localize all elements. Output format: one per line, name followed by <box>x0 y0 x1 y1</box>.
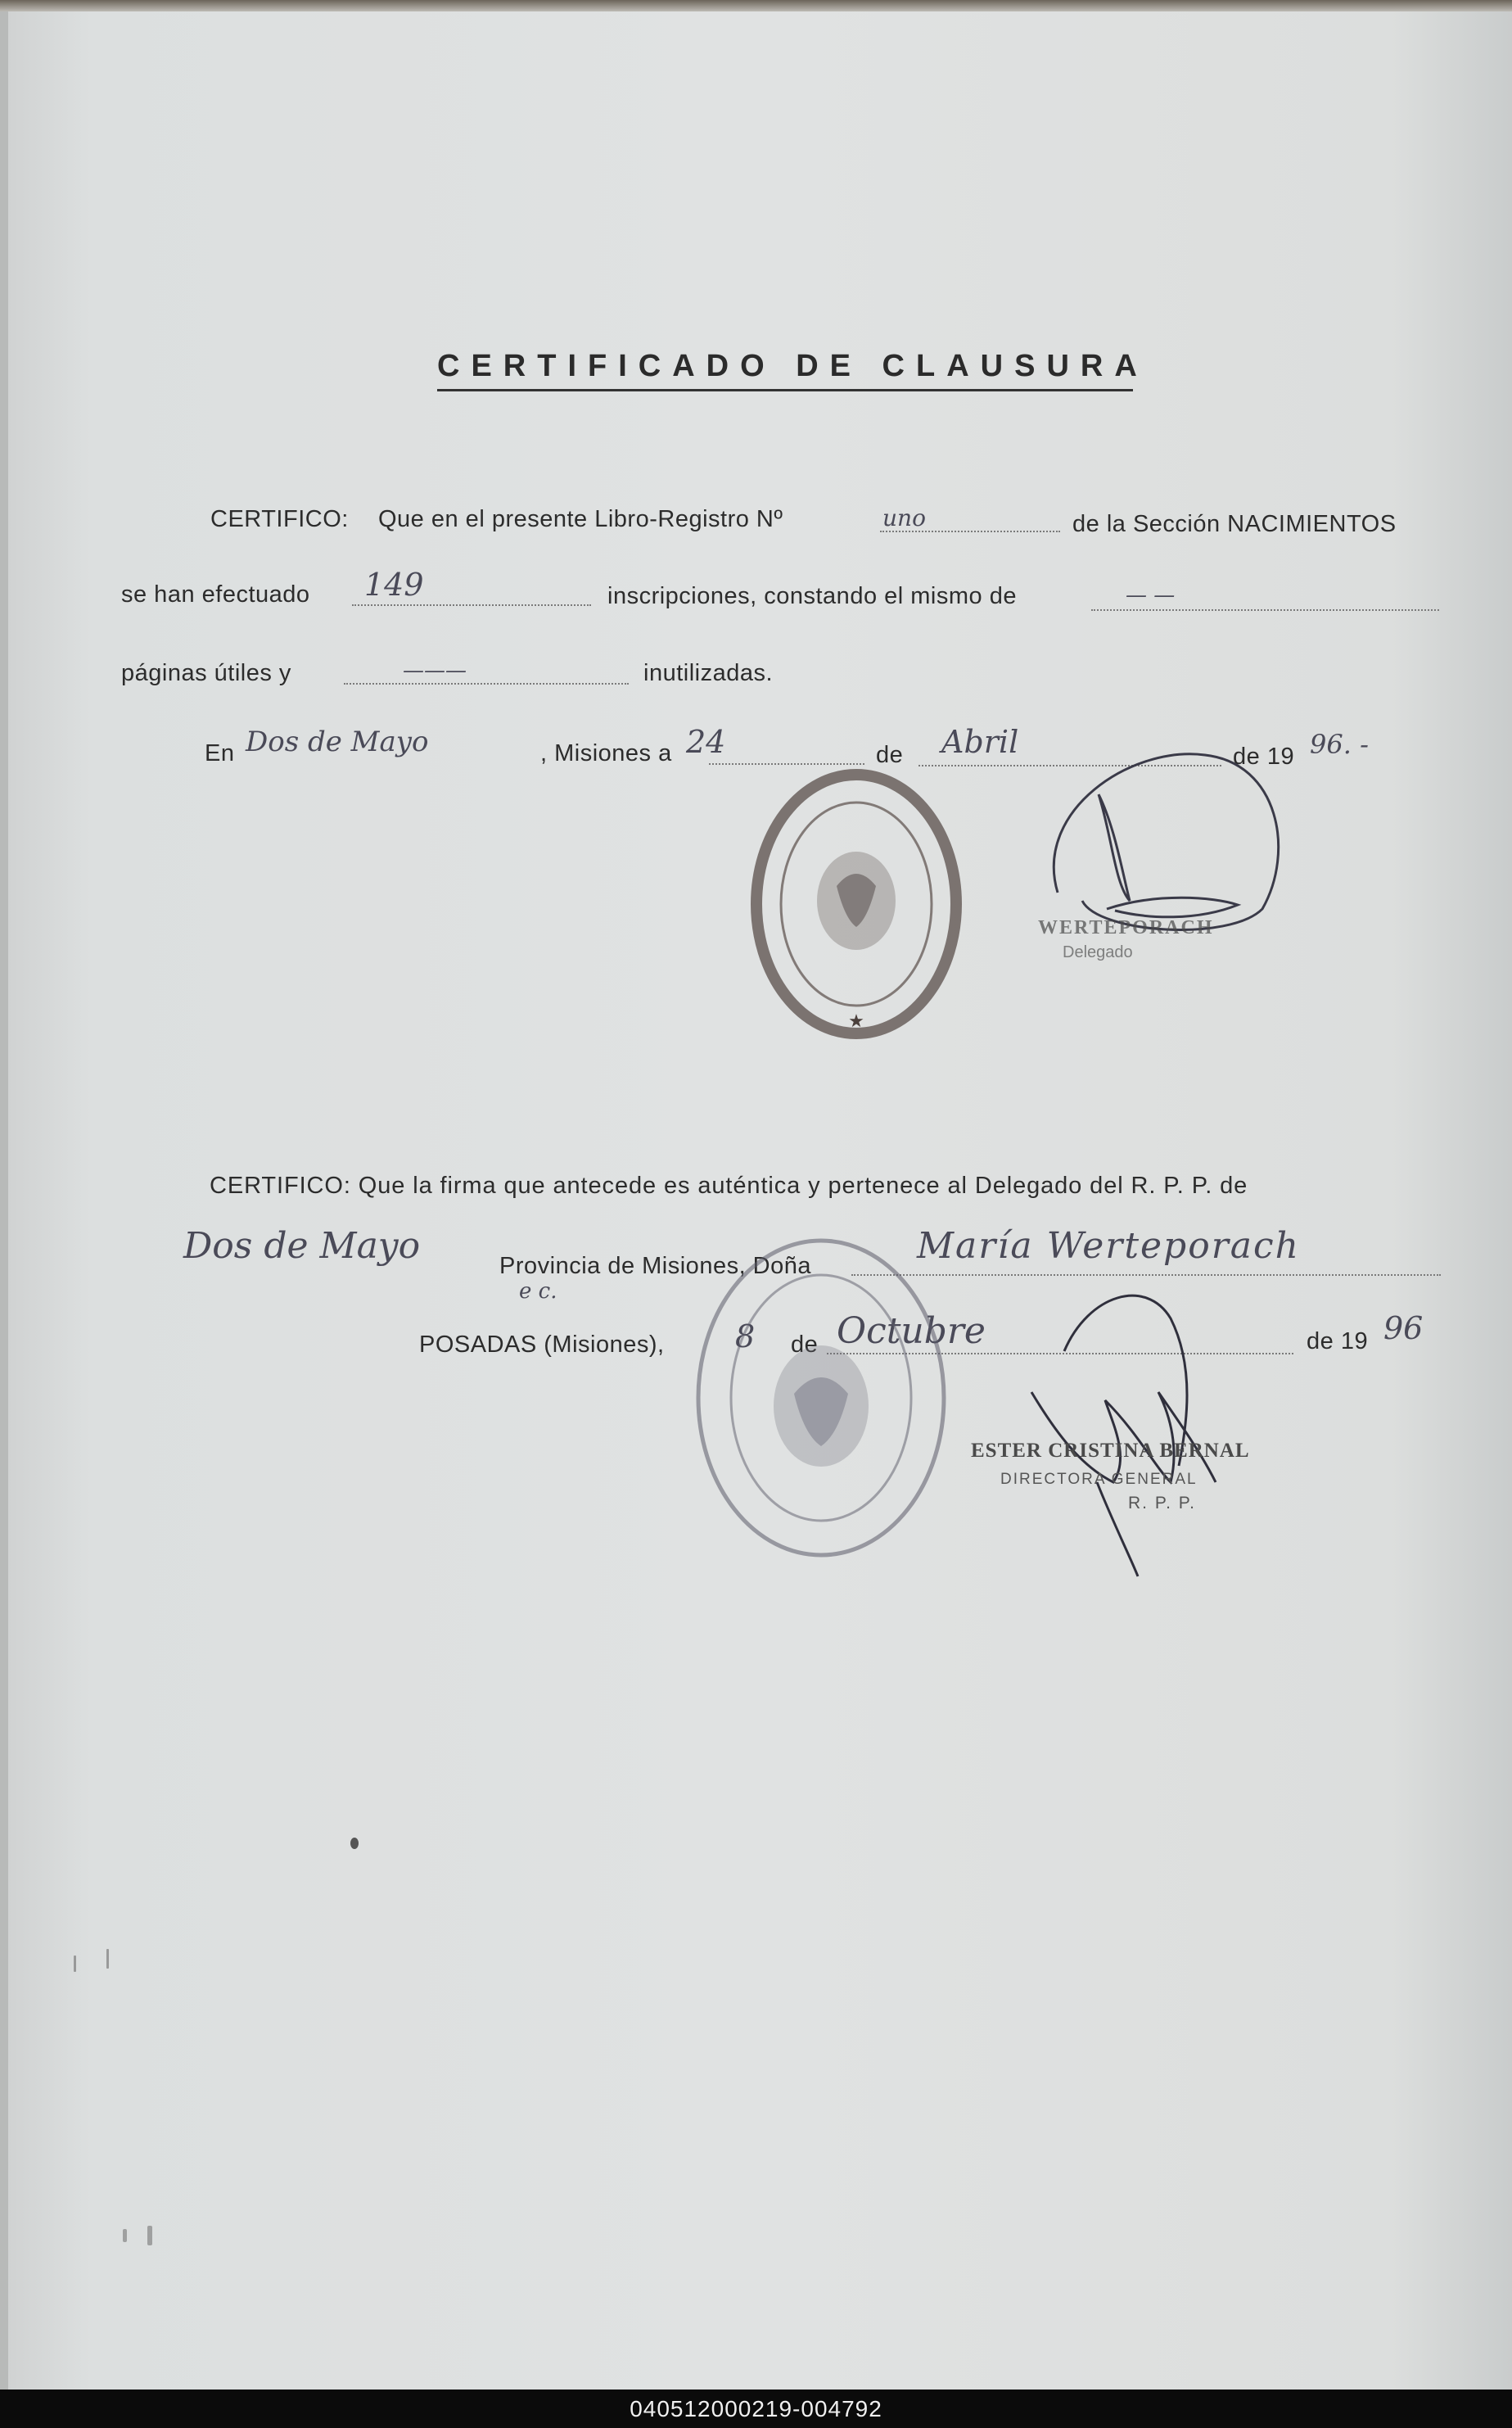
director-role: DIRECTORA GENERAL <box>1000 1471 1198 1488</box>
closure-year-handwritten: 96. - <box>1310 729 1369 760</box>
page-top-edge <box>0 0 1512 11</box>
auth-year-handwritten: 96 <box>1383 1310 1424 1346</box>
closure-en-label: En <box>205 740 235 766</box>
auth-certifico-text: CERTIFICO: Que la firma que antecede es auténtica y pertenece al Delegado del R. P. P. de <box>210 1173 1248 1199</box>
paper-mark <box>106 1949 109 1969</box>
inscriptions-count-handwritten: 149 <box>364 567 424 603</box>
closure-month-handwritten: Abril <box>941 724 1019 760</box>
closure-section-text: de la Sección NACIMIENTOS <box>1072 511 1397 537</box>
registry-seal-2 <box>688 1230 955 1566</box>
title-underline <box>437 389 1133 391</box>
void-pages-line <box>344 683 629 685</box>
pages-line <box>1091 609 1439 611</box>
scan-footer <box>0 2390 1512 2428</box>
closure-misiones-text: , Misiones a <box>540 740 672 766</box>
paper-speck <box>350 1838 359 1849</box>
paper-mark <box>74 1956 76 1972</box>
inscriptions-count-line <box>352 604 591 606</box>
closure-line3-tail: inutilizadas. <box>643 660 774 686</box>
closure-place-handwritten: Dos de Mayo <box>246 726 429 758</box>
pages-dashes-handwritten: — — <box>1126 583 1176 608</box>
void-pages-handwritten: ——— <box>403 658 467 683</box>
closure-de-text: de <box>876 742 904 768</box>
paper-mark <box>147 2226 152 2245</box>
auth-posadas-text: POSADAS (Misiones), <box>419 1332 665 1358</box>
director-name: ESTER CRISTINA BERNAL <box>971 1440 1250 1462</box>
auth-place-handwritten: Dos de Mayo <box>183 1225 421 1267</box>
signature-1-stamp-role: Delegado <box>1063 943 1133 961</box>
paper-mark <box>123 2229 127 2242</box>
document-serial-number: 040512000219-004792 <box>630 2396 882 2421</box>
closure-de19-text: de 19 <box>1233 744 1295 770</box>
closure-line2-lead: se han efectuado <box>121 581 310 608</box>
auth-day-handwritten: 8 <box>735 1318 756 1354</box>
document-title: CERTIFICADO DE CLAUSURA <box>437 349 1149 383</box>
book-number-handwritten: uno <box>882 504 926 531</box>
auth-de-text: de <box>791 1332 819 1358</box>
closure-day-handwritten: 24 <box>686 724 726 760</box>
auth-province-text: Provincia de Misiones, Doña <box>499 1253 812 1279</box>
signature-1-stamp-name: WERTEPORACH <box>1038 917 1214 938</box>
auth-person-sub-handwritten: e c. <box>519 1279 557 1304</box>
auth-person-handwritten: María Werteporach <box>917 1225 1300 1267</box>
signature-2 <box>1015 1261 1228 1580</box>
auth-month-handwritten: Octubre <box>837 1310 986 1352</box>
closure-line2-text: inscripciones, constando el mismo de <box>607 583 1017 609</box>
director-org: R. P. P. <box>1128 1494 1196 1512</box>
auth-de19-text: de 19 <box>1307 1328 1369 1354</box>
closure-line3-lead: páginas útiles y <box>121 660 291 686</box>
closure-certifico-label: CERTIFICO: <box>210 506 349 532</box>
closure-line1-text: Que en el presente Libro-Registro Nº <box>378 506 783 532</box>
svg-text:★: ★ <box>848 1011 864 1032</box>
registry-seal-1 <box>747 763 966 1045</box>
